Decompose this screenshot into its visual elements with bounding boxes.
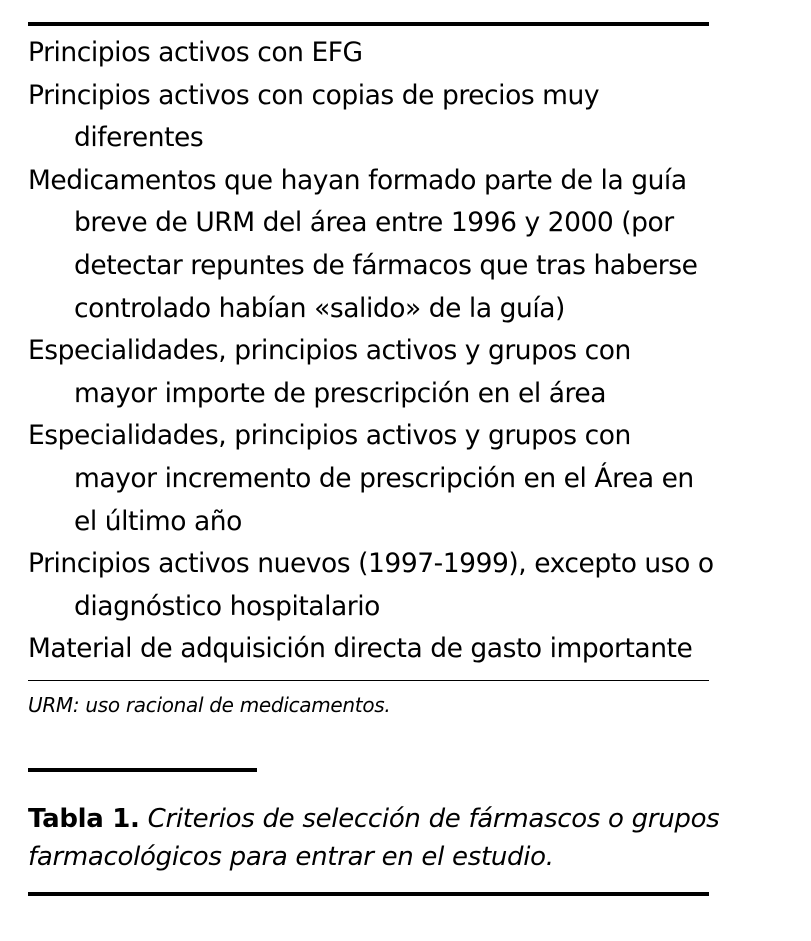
caption-rule xyxy=(28,768,257,772)
criteria-item: Principios activos con EFG xyxy=(28,37,363,68)
criteria-item: Especialidades, principios activos y grupos con mayor importe de prescripción en el área xyxy=(28,335,631,409)
table-footnote: URM: uso racional de medicamentos. xyxy=(28,693,391,717)
table-bottom-rule xyxy=(28,680,709,681)
table-caption xyxy=(28,800,728,876)
caption-label: Tabla 1. xyxy=(28,804,140,834)
criteria-item: Principios activos nuevos (1997-1999), excepto uso o diagnóstico hospitalario xyxy=(28,548,714,622)
table-top-rule xyxy=(28,22,709,26)
criteria-item: Material de adquisición directa de gasto importante xyxy=(28,633,693,665)
caption-text: Criterios de selección de fármascos o grupos farmacológicos para entrar en el estudio. xyxy=(28,804,720,872)
criteria-list xyxy=(28,32,718,671)
criteria-item: Medicamentos que hayan formado parte de la guía breve de URM del área entre 1996 y 2000 (por detectar repuntes de fármacos que tras haberse controlado habían «salido» de la guía) xyxy=(28,164,698,324)
criteria-item: Principios activos con copias de precios muy diferentes xyxy=(28,79,600,154)
criteria-item: Especialidades, principios activos y grupos con mayor incremento de prescripción en el Área en el último año xyxy=(28,420,694,537)
caption-bottom-rule xyxy=(28,892,709,896)
